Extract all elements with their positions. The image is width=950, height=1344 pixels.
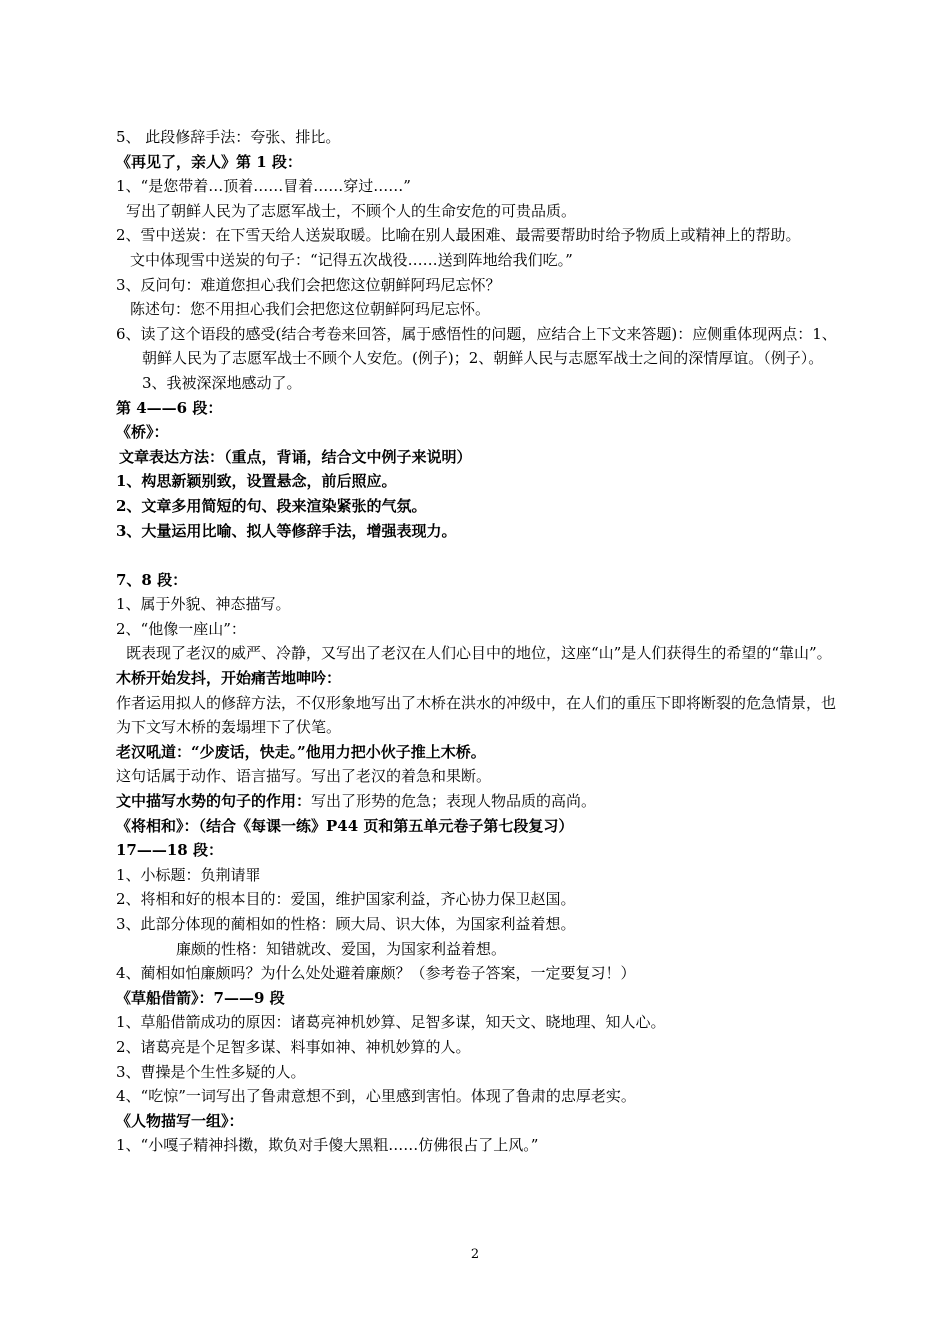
text-line: 5、 此段修辞手法：夸张、排比。 bbox=[116, 128, 341, 146]
text-line: 1、“小嘎子精神抖擞，欺负对手傻大黑粗……仿佛很占了上风。” bbox=[116, 1136, 539, 1155]
document-body bbox=[116, 125, 841, 1158]
section-heading: 7、8 段： bbox=[116, 570, 188, 589]
text-line: 1、小标题：负荆请罪 bbox=[116, 865, 261, 884]
text-line: 4、“吃惊”一词写出了鲁肃意想不到，心里感到害怕。体现了鲁肃的忠厚老实。 bbox=[116, 1087, 636, 1106]
inline-text: 写出了形势的危急；表现人物品质的高尚。 bbox=[311, 792, 597, 811]
text-line bbox=[116, 789, 841, 814]
text-line: 3、此部分体现的蔺相如的性格：顾大局、识大体，为国家利益着想。 bbox=[116, 915, 576, 933]
text-line: 1、构思新颖别致，设置悬念，前后照应。 bbox=[116, 472, 397, 491]
inline-heading: 文中描写水势的句子的作用： bbox=[116, 792, 312, 811]
text-line: 写出了朝鲜人民为了志愿军战士，不顾个人的生命安危的可贵品质。 bbox=[126, 201, 577, 220]
section-heading: 第 4——6 段： bbox=[116, 398, 223, 417]
text-paragraph: 作者运用拟人的修辞方法，不仅形象地写出了木桥在洪水的冲级中，在人们的重压下即将断裂的危急情景，也为下文写木桥的轰塌埋下了伏笔。 bbox=[116, 693, 837, 737]
text-line: 文中体现雪中送炭的句子：“记得五次战役……送到阵地给我们吃。” bbox=[130, 250, 573, 269]
text-line: 陈述句：您不用担心我们会把您这位朝鲜阿玛尼忘怀。 bbox=[130, 300, 491, 319]
text-line: 1、“是您带着…顶着……冒着……穿过……” bbox=[116, 177, 411, 196]
text-line: 4、蔺相如怕廉颇吗？为什么处处避着廉颇？（参考卷子答案，一定要复习！） bbox=[116, 964, 636, 983]
text-line: 1、属于外貌、神态描写。 bbox=[116, 595, 291, 614]
section-heading: 《草船借箭》：7——9 段 bbox=[116, 988, 285, 1007]
text-line: 2、文章多用简短的句、段来渲染紧张的气氛。 bbox=[116, 496, 427, 515]
text-line: 3、反问句：难道您担心我们会把您这位朝鲜阿玛尼忘怀？ bbox=[116, 275, 501, 294]
text-paragraph: 2、雪中送炭：在下雪天给人送炭取暖。比喻在别人最困难、最需要帮助时给予物质上或精神上的帮助。 bbox=[116, 226, 801, 245]
section-heading: 《将相和》：（结合《每课一练》P44 页和第五单元卷子第七段复习） bbox=[116, 816, 574, 835]
section-heading: 文章表达方法：（重点，背诵，结合文中例子来说明） bbox=[119, 447, 472, 466]
text-line: 2、诸葛亮是个足智多谋、料事如神、神机妙算的人。 bbox=[116, 1037, 471, 1056]
text-line: 3、大量运用比喻、拟人等修辞手法，增强表现力。 bbox=[116, 521, 457, 540]
text-line: 廉颇的性格：知错就改、爱国，为国家利益着想。 bbox=[176, 939, 507, 958]
section-heading: 《再见了，亲人》第 1 段： bbox=[116, 152, 302, 171]
text-line: 2、“他像一座山”： bbox=[116, 619, 246, 638]
text-paragraph: 既表现了老汉的威严、冷静，又写出了老汉在人们心目中的地位，这座“山”是人们获得生的希望的“靠山”。 bbox=[126, 644, 832, 663]
section-heading: 《桥》： bbox=[116, 423, 169, 442]
page-number: 2 bbox=[470, 1247, 480, 1262]
section-heading: 《人物描写一组》： bbox=[116, 1111, 244, 1130]
text-line: 这句话属于动作、语言描写。写出了老汉的着急和果断。 bbox=[116, 767, 492, 786]
text-line: 3、曹操是个生性多疑的人。 bbox=[116, 1062, 306, 1081]
section-heading: 木桥开始发抖，开始痛苦地呻吟： bbox=[116, 669, 342, 688]
section-heading: 老汉吼道：“少废话，快走。”他用力把小伙子推上木桥。 bbox=[116, 742, 486, 761]
text-paragraph: 6、读了这个语段的感受(结合考卷来回答，属于感悟性的问题，应结合上下文来答题)：应侧重体现两点：1、朝鲜人民为了志愿军战士不顾个人安危。(例子)；2、朝鲜人民与志愿军战士之间的深情厚谊。（例子）。3、我被深深地感动了。 bbox=[116, 324, 837, 392]
text-line: 2、将相和好的根本目的：爱国，维护国家利益，齐心协力保卫赵国。 bbox=[116, 890, 576, 909]
text-line: 1、草船借箭成功的原因：诸葛亮神机妙算、足智多谋，知天文、晓地理、知人心。 bbox=[116, 1013, 666, 1032]
section-heading: 17——18 段： bbox=[116, 841, 223, 860]
blank-line bbox=[116, 543, 841, 568]
